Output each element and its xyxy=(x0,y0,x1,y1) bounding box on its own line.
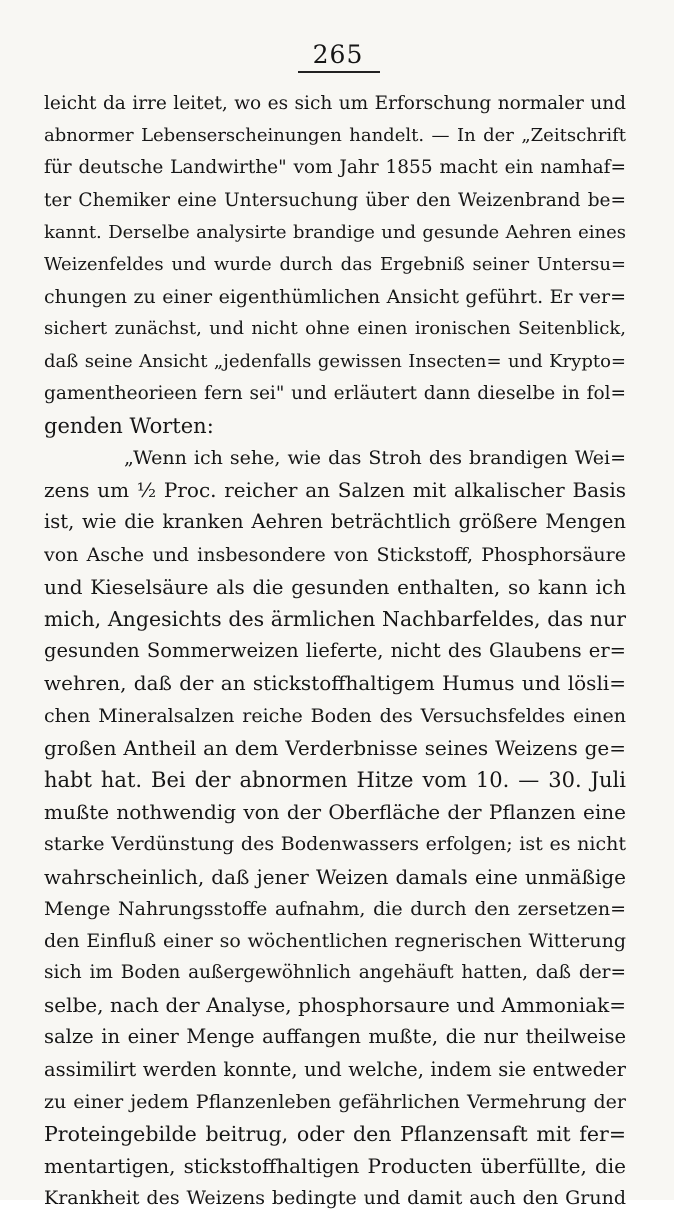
text-line: Proteingebilde beitrug, oder den Pflanzensaft mit fer= xyxy=(44,1122,626,1146)
text-line: leicht da irre leitet, wo es sich um Erforschung normaler und xyxy=(44,93,626,114)
text-line: sich im Boden außergewöhnlich angehäuft hatten, daß der= xyxy=(44,962,626,984)
text-line: salze in einer Menge auffangen mußte, die nur theilweise xyxy=(44,1025,626,1049)
text-line: wehren, daß der an stickstoffhaltigem Humus und lösli= xyxy=(44,671,626,696)
text-line: Krankheit des Weizens bedingte und damit auch den Grund xyxy=(44,1187,626,1210)
text-line: daß seine Ansicht „jedenfalls gewissen Insecten= und Krypto= xyxy=(44,350,626,372)
text-line: habt hat. Bei der abnormen Hitze vom 10. — 30. Juli xyxy=(44,767,626,792)
text-line: ter Chemiker eine Untersuchung über den Weizenbrand be= xyxy=(44,189,626,211)
text-line: und Kieselsäure als die gesunden enthalten, so kann ich xyxy=(44,574,626,599)
header-rule xyxy=(298,71,380,73)
text-line: mich, Angesichts des ärmlichen Nachbarfeldes, das nur xyxy=(44,607,626,631)
text-line: gesunden Sommerweizen lieferte, nicht des Glaubens er= xyxy=(44,639,626,663)
text-line: den Einfluß einer so wöchentlichen regnerischen Witterung xyxy=(44,929,626,952)
text-line: sichert zunächst, und nicht ohne einen ironischen Seitenblick, xyxy=(44,318,626,340)
text-line: mußte nothwendig von der Oberfläche der Pflanzen eine xyxy=(44,800,626,825)
text-line: wahrscheinlich, daß jener Weizen damals eine unmäßige xyxy=(44,864,626,889)
text-line: zu einer jedem Pflanzenleben gefährlichen Vermehrung der xyxy=(44,1090,626,1113)
text-line: chen Mineralsalzen reiche Boden des Versuchsfeldes einen xyxy=(44,704,626,727)
page-number: 265 xyxy=(312,40,364,69)
text-line: chungen zu einer eigenthümlichen Ansicht geführt. Er ver= xyxy=(44,286,626,309)
text-line: abnormer Lebenserscheinungen handelt. — In der „Zeitschrift xyxy=(44,125,626,147)
text-line: assimilirt werden konnte, und welche, indem sie entweder xyxy=(44,1057,626,1081)
text-line: gamentheorieen fern sei" und erläutert dann dieselbe in fol= xyxy=(44,382,626,404)
page-header xyxy=(0,40,674,69)
text-line: genden Worten: xyxy=(44,413,214,438)
text-line: von Asche und insbesondere von Stickstoff, Phosphorsäure xyxy=(44,543,626,566)
text-line: starke Verdünstung des Bodenwassers erfolgen; ist es nicht xyxy=(44,833,626,856)
text-line: „Wenn ich sehe, wie das Stroh des brandigen Wei= xyxy=(124,447,626,470)
text-line: großen Antheil an dem Verderbnisse seines Weizens ge= xyxy=(44,735,626,760)
text-line: zens um ½ Proc. reicher an Salzen mit alkalischer Basis xyxy=(44,478,626,503)
text-line: selbe, nach der Analyse, phosphorsaure und Ammoniak= xyxy=(44,993,626,1018)
text-line: mentartigen, stickstoffhaltigen Producten überfüllte, die xyxy=(44,1154,626,1179)
text-line: ist, wie die kranken Aehren beträchtlich größere Mengen xyxy=(44,510,626,534)
text-line: Menge Nahrungsstoffe aufnahm, die durch den zersetzen= xyxy=(44,897,626,920)
text-line: kannt. Derselbe analysirte brandige und gesunde Aehren eines xyxy=(44,221,626,243)
body-text xyxy=(44,88,626,1215)
text-line: Weizenfeldes und wurde durch das Ergebniß seiner Untersu= xyxy=(44,253,626,275)
text-line: für deutsche Landwirthe" vom Jahr 1855 macht ein namhaf= xyxy=(44,157,626,179)
